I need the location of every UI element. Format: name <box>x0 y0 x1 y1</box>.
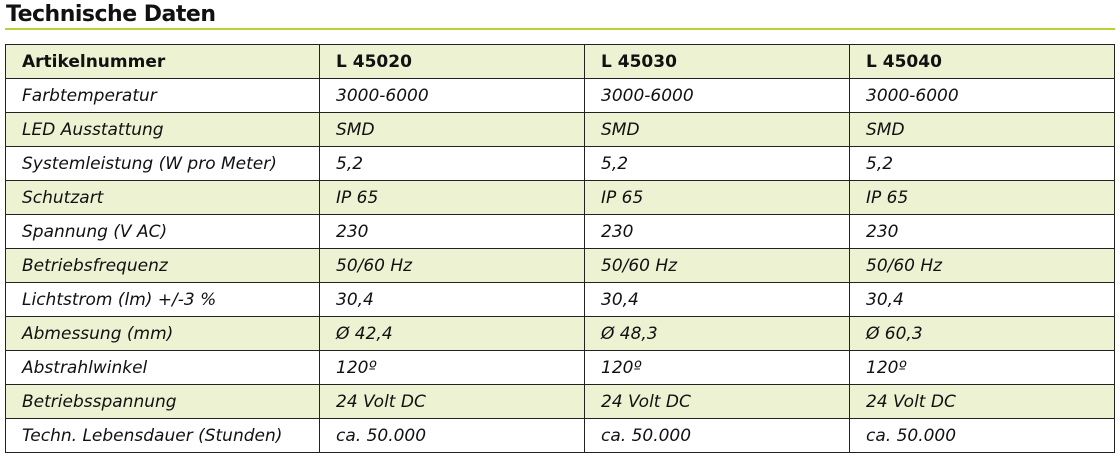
table-row <box>6 79 1115 113</box>
row-value: 3000-6000 <box>320 79 585 113</box>
table-row <box>6 419 1115 453</box>
row-label: Abmessung (mm) <box>6 317 320 351</box>
row-value: ca. 50.000 <box>850 419 1115 453</box>
row-label: Betriebsfrequenz <box>6 249 320 283</box>
row-label: LED Ausstattung <box>6 113 320 147</box>
table-row <box>6 385 1115 419</box>
row-label: Spannung (V AC) <box>6 215 320 249</box>
row-value: 24 Volt DC <box>850 385 1115 419</box>
row-value: 230 <box>320 215 585 249</box>
row-value: SMD <box>320 113 585 147</box>
row-value: SMD <box>850 113 1115 147</box>
row-value: 3000-6000 <box>850 79 1115 113</box>
row-value: 120º <box>850 351 1115 385</box>
row-label: Techn. Lebensdauer (Stunden) <box>6 419 320 453</box>
row-value: SMD <box>585 113 850 147</box>
row-value: 50/60 Hz <box>585 249 850 283</box>
table-row <box>6 317 1115 351</box>
row-value: Ø 60,3 <box>850 317 1115 351</box>
table-row <box>6 147 1115 181</box>
row-value: Ø 42,4 <box>320 317 585 351</box>
title-underline <box>5 28 1115 30</box>
row-label: Farbtemperatur <box>6 79 320 113</box>
header-cell-article-1: L 45020 <box>320 45 585 79</box>
table-row <box>6 113 1115 147</box>
row-value: 230 <box>585 215 850 249</box>
row-value: 3000-6000 <box>585 79 850 113</box>
table-row <box>6 249 1115 283</box>
section-header <box>0 0 1120 30</box>
row-label: Schutzart <box>6 181 320 215</box>
row-value: IP 65 <box>320 181 585 215</box>
header-cell-article-3: L 45040 <box>850 45 1115 79</box>
page-title: Technische Daten <box>6 2 216 27</box>
table-row <box>6 283 1115 317</box>
row-value: 5,2 <box>850 147 1115 181</box>
row-label: Betriebsspannung <box>6 385 320 419</box>
row-value: 50/60 Hz <box>850 249 1115 283</box>
row-value: 30,4 <box>320 283 585 317</box>
row-value: 24 Volt DC <box>585 385 850 419</box>
header-cell-label: Artikelnummer <box>6 45 320 79</box>
row-value: 120º <box>320 351 585 385</box>
row-value: 24 Volt DC <box>320 385 585 419</box>
spec-table <box>5 44 1115 453</box>
row-label: Abstrahlwinkel <box>6 351 320 385</box>
row-label: Systemleistung (W pro Meter) <box>6 147 320 181</box>
table-row <box>6 181 1115 215</box>
row-value: IP 65 <box>585 181 850 215</box>
row-label: Lichtstrom (lm) +/-3 % <box>6 283 320 317</box>
row-value: 5,2 <box>585 147 850 181</box>
table-header-row <box>6 45 1115 79</box>
header-cell-article-2: L 45030 <box>585 45 850 79</box>
row-value: ca. 50.000 <box>320 419 585 453</box>
row-value: 5,2 <box>320 147 585 181</box>
row-value: ca. 50.000 <box>585 419 850 453</box>
row-value: Ø 48,3 <box>585 317 850 351</box>
row-value: 230 <box>850 215 1115 249</box>
row-value: 120º <box>585 351 850 385</box>
row-value: 30,4 <box>585 283 850 317</box>
table-row <box>6 351 1115 385</box>
row-value: 30,4 <box>850 283 1115 317</box>
table-row <box>6 215 1115 249</box>
row-value: 50/60 Hz <box>320 249 585 283</box>
row-value: IP 65 <box>850 181 1115 215</box>
